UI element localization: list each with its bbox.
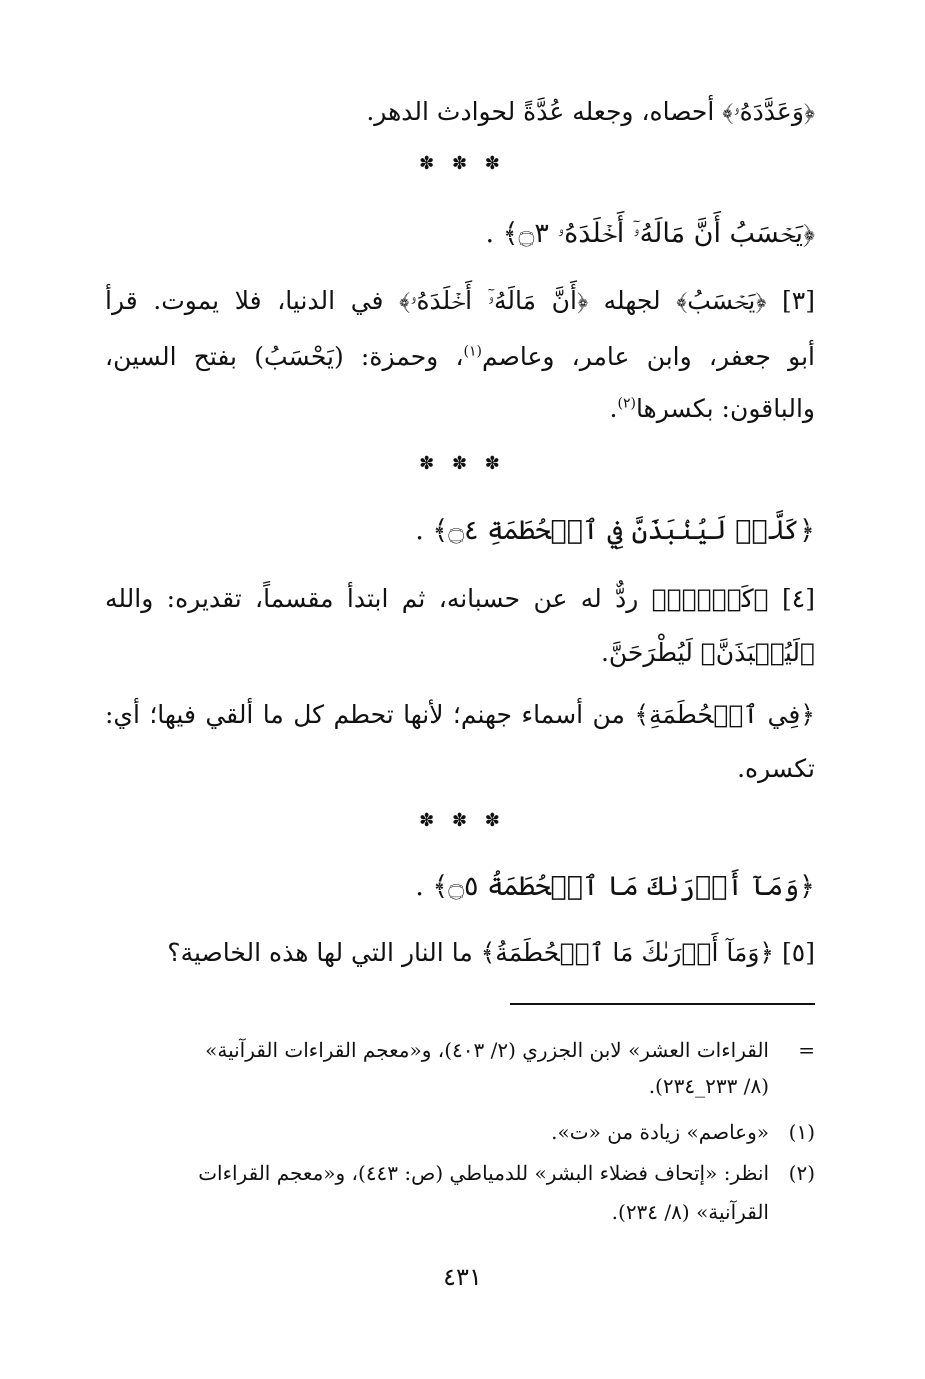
text-span: والباقون: بكسرها [635, 394, 815, 423]
text-line: ﴿وَعَدَّدَهُۥ﴾ أحصاه، وجعله عُدَّةً لحوادث الدهر. [366, 97, 815, 126]
text-span: ، وحمزة: (يَحْسَبُ) بفتح السين، [105, 342, 464, 371]
commentary-line: [٤] ﴿كَلَّاۖ﴾ ردٌّ له عن حسبانه، ثم ابتدأ مقسماً، تقديره: والله [105, 584, 815, 613]
footnote-number: (٢) [788, 1161, 815, 1185]
commentary-line: [٥] ﴿وَمَآ أَدۡرَىٰكَ مَا ٱلۡحُطَمَةُ﴾ ما النار التي لها هذه الخاصية؟ [167, 938, 815, 967]
commentary-line: ﴿فِي ٱلۡحُطَمَةِ﴾ من أسماء جهنم؛ لأنها تحطم كل ما ألقي فيها؛ أي: [105, 700, 815, 729]
footnote-continuation [100, 1034, 815, 1066]
footnote-2 [100, 1196, 815, 1228]
commentary-line [105, 340, 815, 374]
commentary-line [105, 392, 815, 426]
text-span: أبو جعفر، وابن عامر، وعاصم [481, 342, 815, 371]
footnote-2 [100, 1157, 815, 1189]
section-separator: ✽ ✽ ✽ [419, 153, 506, 174]
footnote-text: القراءات العشر» لابن الجزري (٢/ ٤٠٣)، و«معجم القراءات القرآنية» [205, 1038, 769, 1062]
page-number: ٤٣١ [443, 1263, 482, 1291]
quran-verse-5: ﴿وَمَآ أَدۡرَىٰكَ مَا ٱلۡحُطَمَةُ ۝٥﴾ . [415, 871, 815, 902]
footnote-continuation [100, 1070, 815, 1102]
footnote-text: انظر: «إتحاف فضلاء البشر» للدمياطي (ص: ٤٤٣)، و«معجم القراءات [198, 1161, 769, 1185]
footnote-ref: (٢) [617, 395, 636, 412]
footnote-separator [510, 1003, 815, 1005]
footnote-text: «وعاصم» زيادة من «ت». [551, 1120, 769, 1144]
text-span: . [609, 394, 618, 423]
section-separator: ✽ ✽ ✽ [419, 810, 506, 831]
continuation-marker: = [798, 1038, 815, 1062]
commentary-line: [٣] ﴿يَحۡسَبُ﴾ لجهله ﴿أَنَّ مَالَهُۥٓ أَخۡلَدَهُۥ﴾ في الدنيا، فلا يموت. قرأ [105, 286, 815, 315]
footnote-ref: (١) [463, 343, 482, 360]
commentary-line: تكسره. [737, 754, 815, 783]
footnote-number: (١) [788, 1120, 815, 1144]
quran-verse-4: ﴿كَلَّاۖ لَيُنۢبَذَنَّ فِي ٱلۡحُطَمَةِ ۝٤﴾ . [415, 515, 815, 546]
quran-verse-3: ﴿يَحۡسَبُ أَنَّ مَالَهُۥٓ أَخۡلَدَهُۥ ۝٣﴾ . [485, 218, 815, 249]
footnote-text: القرآنية» (٨/ ٢٣٤). [611, 1200, 769, 1224]
footnote-text: (٨/ ٢٣٣_٢٣٤). [648, 1074, 769, 1098]
footnote-1 [100, 1116, 815, 1148]
commentary-line: ﴿لَيُنۢبَذَنَّ﴾ لَيُطْرَحَنَّ. [600, 638, 815, 667]
section-separator: ✽ ✽ ✽ [419, 453, 506, 474]
